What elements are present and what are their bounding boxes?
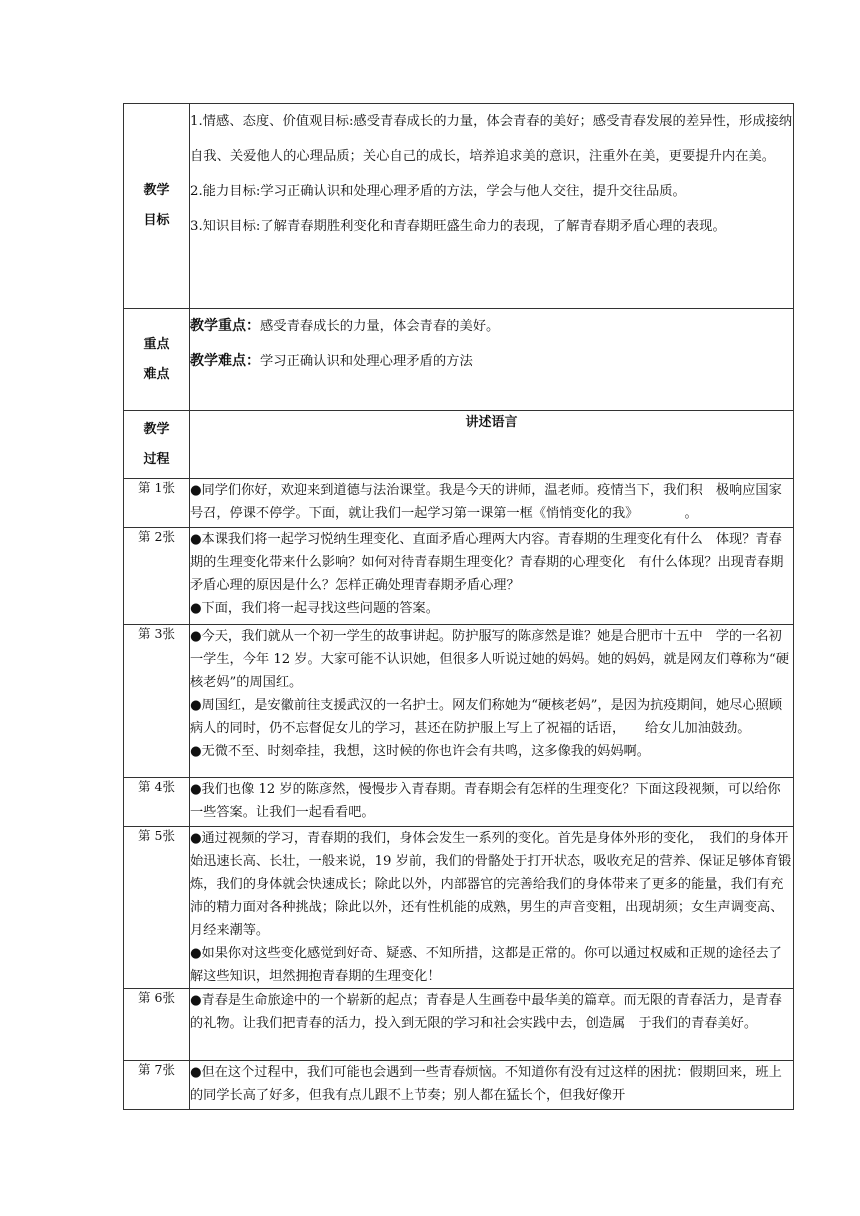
slide-label: 第 6张 bbox=[124, 989, 190, 1061]
slide-paragraph: ●下面，我们将一起寻找这些问题的答案。 bbox=[190, 601, 439, 616]
slide-paragraph: ●通过视频的学习，青春期的我们，身体会发生一系列的变化。首先是身体外形的变化， 我们的身体开始迅速长高、长壮，一般来说，19 岁前，我们的骨骼处于打开状态，吸收充足的营养、保证足够体育锻炼，我们的身体就会快速成长；除此以外，内部器官的完善给我们的身体带来了更多的能量，我们有充沛的精力面对各种挑战；除此以外，还有性机能的成熟，男生的声音变粗，出现胡须；女生声调变高、月经来潮等。 bbox=[190, 831, 792, 938]
slide-paragraph: ●今天，我们就从一个初一学生的故事讲起。防护服写的陈彦然是谁？她是合肥市十五中 学的一名初一学生，今年 12 岁。大家可能不认识她，但很多人听说过她的妈妈。她的妈妈，就是网友们尊称为“硬核老妈”的周国红。 bbox=[190, 629, 789, 690]
slide-label: 第 2张 bbox=[124, 528, 190, 625]
difficulty-label: 教学难点： bbox=[190, 353, 260, 369]
slide-paragraph: ●本课我们将一起学习悦纳生理变化、直面矛盾心理两大内容。青春期的生理变化有什么 体现？青春期的生理变化带来什么影响？如何对待青春期生理变化？青春期的心理变化 有什么体现？出现青春期矛盾心理的原因是什么？怎样正确处理青春期矛盾心理？ bbox=[190, 532, 784, 593]
slide-paragraph: ●青春是生命旅途中的一个崭新的起点；青春是人生画卷中最华美的篇章。而无限的青春活力，是青春的礼物。让我们把青春的活力，投入到无限的学习和社会实践中去，创造属 于我们的青春美好。 bbox=[190, 993, 782, 1031]
slide-label: 第 3张 bbox=[124, 625, 190, 778]
goals-content bbox=[190, 104, 794, 309]
slide-paragraph: ●无微不至、时刻牵挂，我想，这时候的你也许会有共鸣，这多像我的妈妈啊。 bbox=[190, 744, 650, 759]
slide-content bbox=[190, 989, 794, 1061]
process-label bbox=[124, 411, 190, 479]
goal-item: 1.情感、态度、价值观目标:感受青春成长的力量，体会青春的美好；感受青春发展的差异性，形成接纳自我、关爱他人的心理品质；关心自己的成长，培养追求美的意识，注重外在美，更要提升内在美。 bbox=[190, 114, 793, 164]
slide-paragraph: ●周国红，是安徽前往支援武汉的一名护士。网友们称她为“硬核老妈”，是因为抗疫期间，她尽心照顾病人的同时，仍不忘督促女儿的学习，甚还在防护服上写上了祝福的话语， 给女儿加油鼓劲。 bbox=[190, 698, 783, 736]
slide-content bbox=[190, 827, 794, 989]
slide-row bbox=[124, 479, 794, 528]
slide-row bbox=[124, 528, 794, 625]
slide-paragraph: ●我们也像 12 岁的陈彦然，慢慢步入青春期。青春期会有怎样的生理变化？下面这段视频，可以给你一些答案。让我们一起看看吧。 bbox=[190, 782, 781, 820]
keypoints-content bbox=[190, 309, 794, 411]
label-line: 教学 bbox=[143, 183, 170, 198]
slide-paragraph: ●同学们你好，欢迎来到道德与法治课堂。我是今天的讲师，温老师。疫情当下，我们积 极响应国家号召，停课不停学。下面，就让我们一起学习第一课第一框《悄悄变化的我》 。 bbox=[190, 483, 782, 521]
focus-label: 教学重点： bbox=[190, 318, 260, 334]
process-header-row bbox=[124, 411, 794, 479]
label-line: 目标 bbox=[143, 213, 170, 228]
slide-row bbox=[124, 1061, 794, 1110]
focus-line bbox=[190, 309, 793, 344]
label-line: 重点 bbox=[143, 336, 170, 352]
slide-content bbox=[190, 479, 794, 528]
process-header: 讲述语言 bbox=[190, 411, 794, 479]
label-line: 教学 bbox=[143, 421, 170, 437]
difficulty-line bbox=[190, 344, 793, 379]
goals-row bbox=[124, 104, 794, 309]
lesson-plan-table bbox=[123, 103, 794, 1110]
goal-item: 3.知识目标:了解青春期胜利变化和青春期旺盛生命力的表现，了解青春期矛盾心理的表现。 bbox=[190, 219, 726, 234]
goals-label bbox=[124, 104, 190, 309]
label-line: 难点 bbox=[143, 366, 170, 382]
label-line: 过程 bbox=[143, 451, 170, 467]
slide-content bbox=[190, 625, 794, 778]
slide-row bbox=[124, 827, 794, 989]
keypoints-row bbox=[124, 309, 794, 411]
slide-paragraph: ●如果你对这些变化感觉到好奇、疑惑、不知所措，这都是正常的。你可以通过权威和正规的途径去了解这些知识，坦然拥抱青春期的生理变化！ bbox=[190, 946, 782, 984]
slide-row bbox=[124, 625, 794, 778]
slide-content bbox=[190, 778, 794, 827]
slide-label: 第 1张 bbox=[124, 479, 190, 528]
slide-label: 第 7张 bbox=[124, 1061, 190, 1110]
slide-label: 第 4张 bbox=[124, 778, 190, 827]
slide-row bbox=[124, 778, 794, 827]
slide-content bbox=[190, 1061, 794, 1110]
slide-label: 第 5张 bbox=[124, 827, 190, 989]
goal-item: 2.能力目标:学习正确认识和处理心理矛盾的方法，学会与他人交往，提升交往品质。 bbox=[190, 184, 686, 199]
slide-row bbox=[124, 989, 794, 1061]
keypoints-label bbox=[124, 309, 190, 411]
focus-text: 感受青春成长的力量，体会青春的美好。 bbox=[260, 319, 500, 334]
slide-paragraph: ●但在这个过程中，我们可能也会遇到一些青春烦恼。不知道你有没有过这样的困扰：假期回来，班上的同学长高了好多，但我有点儿跟不上节奏；别人都在猛长个，但我好像开 bbox=[190, 1065, 782, 1103]
difficulty-text: 学习正确认识和处理心理矛盾的方法 bbox=[260, 354, 473, 369]
slide-content bbox=[190, 528, 794, 625]
